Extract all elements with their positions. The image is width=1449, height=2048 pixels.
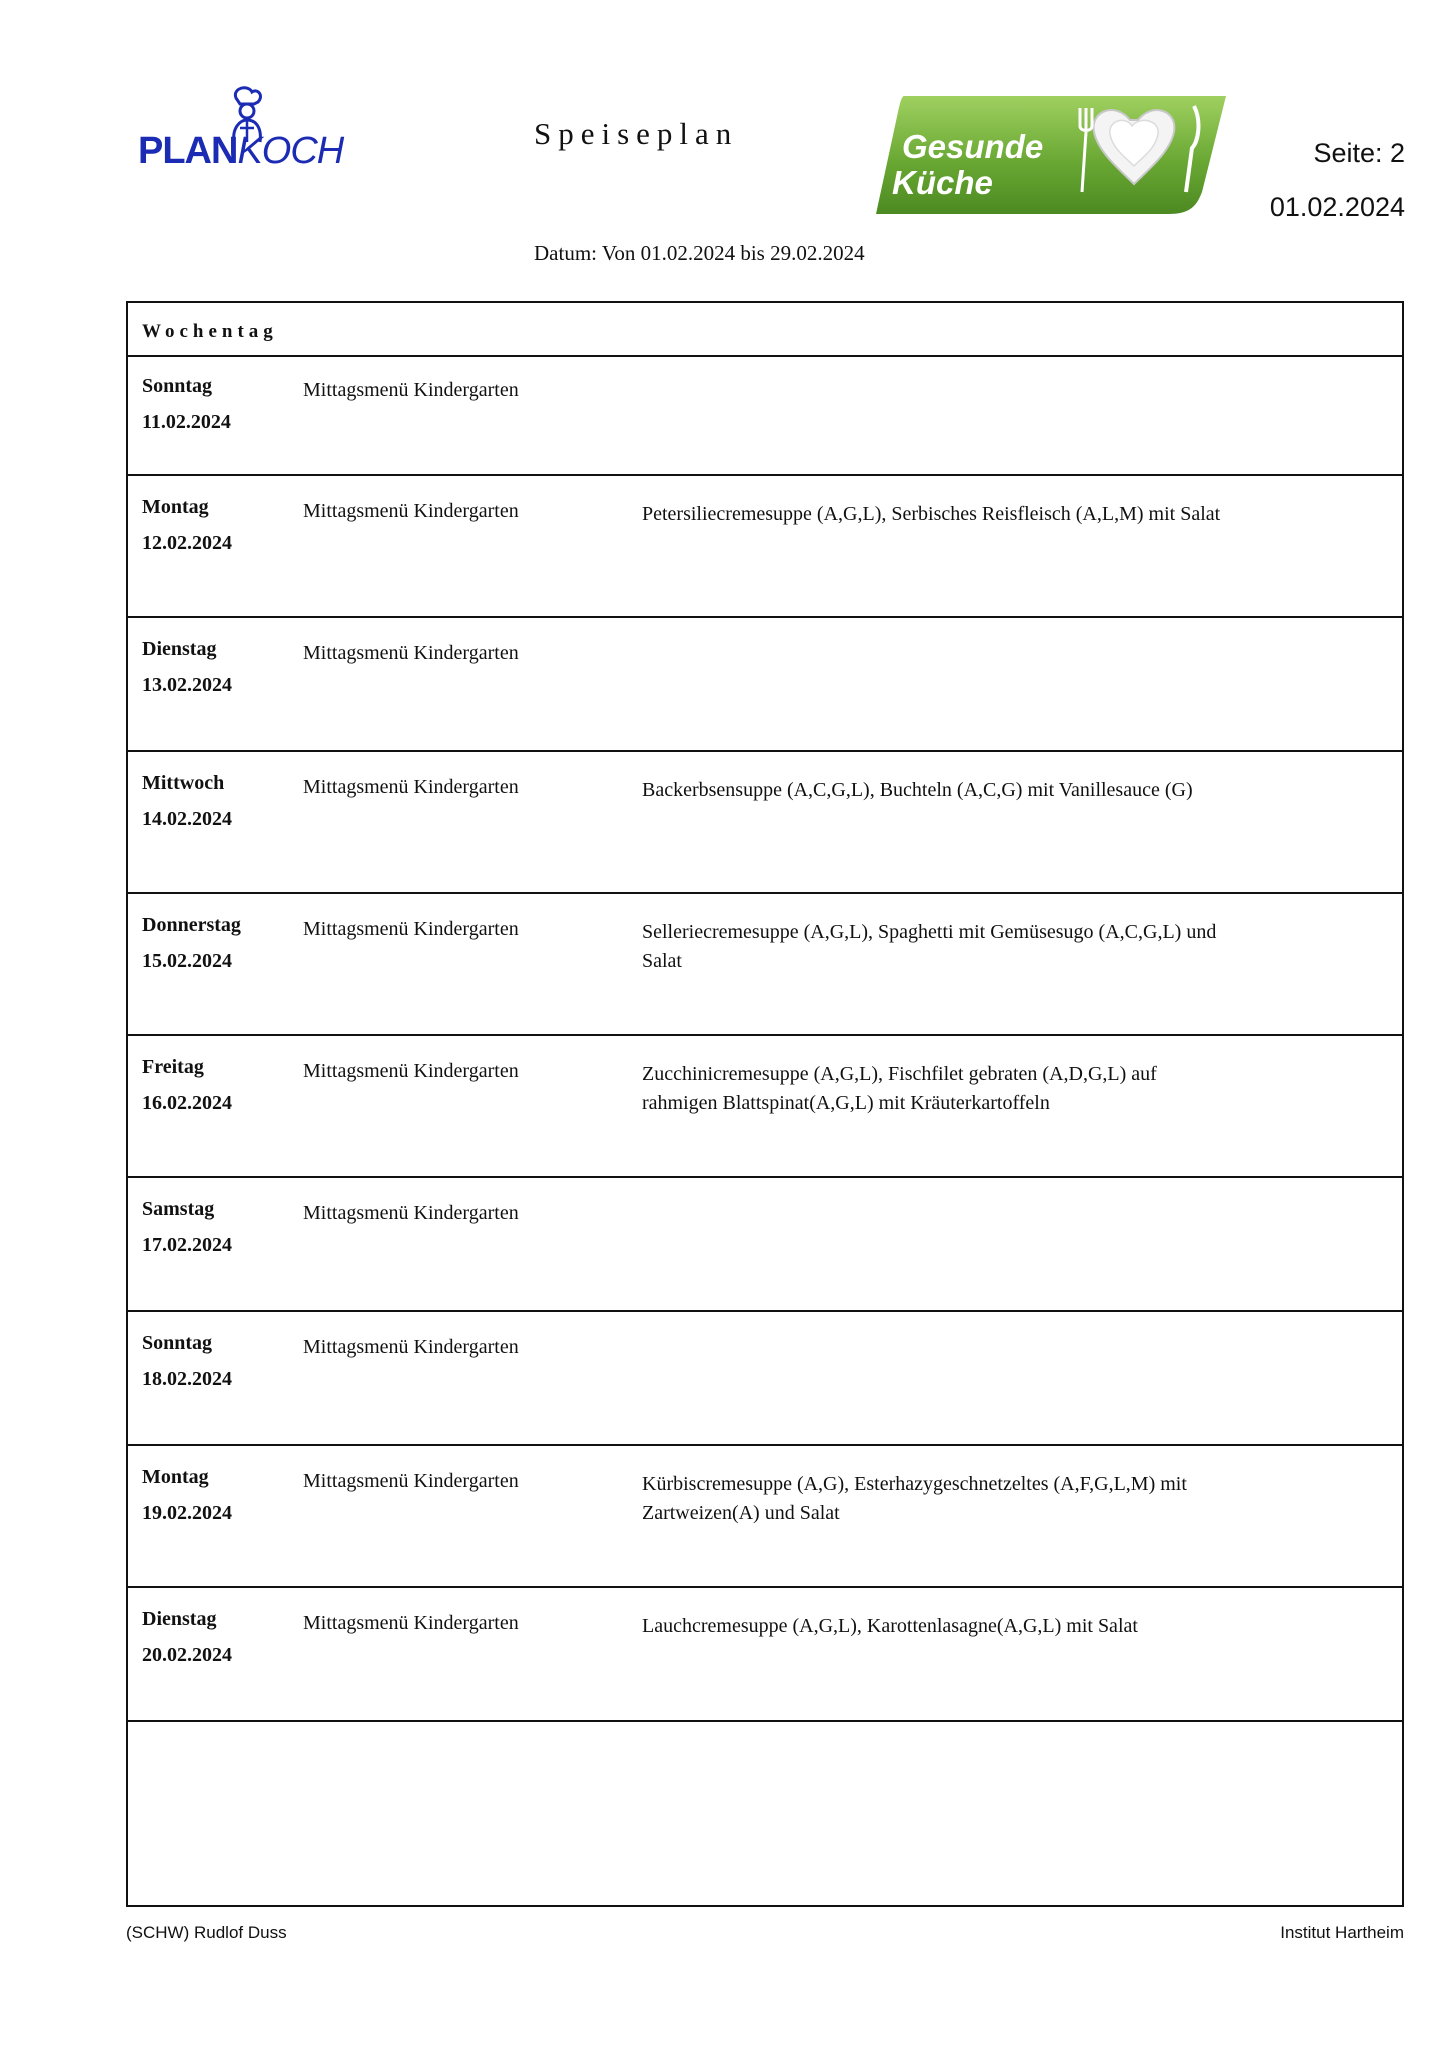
date-range: Datum: Von 01.02.2024 bis 29.02.2024 [534, 241, 865, 265]
menu-table [126, 301, 1404, 1907]
row-day: Samstag [142, 1198, 215, 1220]
row-dishes: Petersiliecremesuppe (A,G,L), Serbisches Reisfleisch (A,L,M) mit Salat [642, 503, 1221, 525]
row-date: 12.02.2024 [142, 532, 232, 554]
row-date: 16.02.2024 [142, 1092, 232, 1114]
table-header [128, 303, 1402, 357]
row-menu-type: Mittagsmenü Kindergarten [303, 379, 519, 401]
table-row [128, 355, 1402, 476]
row-day: Freitag [142, 1056, 204, 1078]
row-day: Donnerstag [142, 914, 241, 936]
plankoch-wordmark: PLANKOCH [138, 130, 344, 172]
row-day: Sonntag [142, 1332, 213, 1354]
gesunde-kueche-logo [876, 92, 1228, 218]
row-menu-type: Mittagsmenü Kindergarten [303, 1470, 519, 1492]
row-day: Dienstag [142, 1608, 217, 1630]
footer-institution: Institut Hartheim [1280, 1923, 1404, 1942]
print-date: 01.02.2024 [1269, 192, 1405, 222]
row-menu-type: Mittagsmenü Kindergarten [303, 1612, 519, 1634]
row-day: Montag [142, 1466, 209, 1488]
row-menu-type: Mittagsmenü Kindergarten [303, 1202, 519, 1224]
row-date: 20.02.2024 [142, 1644, 232, 1666]
row-date: 19.02.2024 [142, 1502, 232, 1524]
row-dishes: Lauchcremesuppe (A,G,L), Karottenlasagne(A,G,L) mit Salat [642, 1615, 1138, 1637]
row-dishes: Backerbsensuppe (A,C,G,L), Buchteln (A,C,G) mit Vanillesauce (G) [642, 779, 1193, 801]
row-menu-type: Mittagsmenü Kindergarten [303, 500, 519, 522]
row-day: Mittwoch [142, 772, 225, 794]
document-title: Speiseplan [534, 116, 739, 151]
table-row [128, 752, 1402, 894]
svg-text:Küche: Küche [892, 164, 993, 201]
page-number: Seite: 2 [1313, 138, 1405, 168]
table-row [128, 1312, 1402, 1446]
row-date: 11.02.2024 [142, 411, 231, 433]
row-menu-type: Mittagsmenü Kindergarten [303, 642, 519, 664]
row-day: Montag [142, 496, 209, 518]
row-day: Dienstag [142, 638, 217, 660]
svg-text:Gesunde: Gesunde [902, 128, 1044, 165]
row-date: 15.02.2024 [142, 950, 232, 972]
footer-author: (SCHW) Rudlof Duss [126, 1923, 287, 1942]
table-row [128, 1036, 1402, 1178]
table-row [128, 476, 1402, 618]
table-row [128, 1178, 1402, 1312]
row-date: 14.02.2024 [142, 808, 232, 830]
row-dishes: Selleriecremesuppe (A,G,L), Spaghetti mit Gemüsesugo (A,C,G,L) und Salat [642, 921, 1217, 972]
row-menu-type: Mittagsmenü Kindergarten [303, 1336, 519, 1358]
column-header-wochentag: Wochentag [142, 321, 278, 342]
row-dishes: Zucchinicremesuppe (A,G,L), Fischfilet gebraten (A,D,G,L) auf rahmigen Blattspinat(A,G,L) mit Kräuterkartoffeln [642, 1063, 1157, 1114]
table-row [128, 1446, 1402, 1588]
row-menu-type: Mittagsmenü Kindergarten [303, 1060, 519, 1082]
row-date: 13.02.2024 [142, 674, 232, 696]
row-menu-type: Mittagsmenü Kindergarten [303, 776, 519, 798]
table-row [128, 894, 1402, 1036]
table-row [128, 1588, 1402, 1722]
row-menu-type: Mittagsmenü Kindergarten [303, 918, 519, 940]
row-day: Sonntag [142, 375, 213, 397]
plankoch-logo [138, 84, 344, 174]
table-row [128, 618, 1402, 752]
row-date: 18.02.2024 [142, 1368, 232, 1390]
row-dishes: Kürbiscremesuppe (A,G), Esterhazygeschnetzeltes (A,F,G,L,M) mit Zartweizen(A) und Salat [642, 1473, 1187, 1524]
row-date: 17.02.2024 [142, 1234, 232, 1256]
